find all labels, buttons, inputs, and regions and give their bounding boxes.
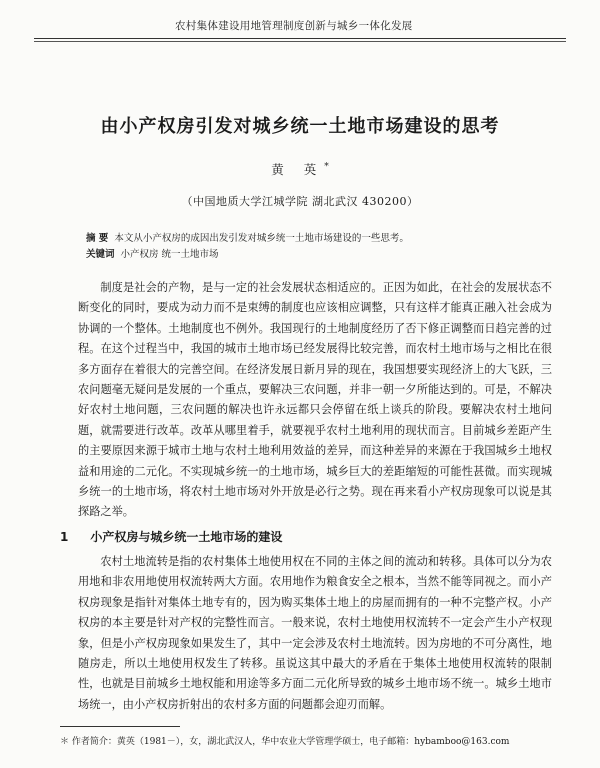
author-name: 黄 英	[271, 162, 325, 177]
section1-paragraph: 农村土地流转是指的农村集体土地使用权在不同的主体之间的流动和转移。具体可以分为农用地和非农用地使用权流转两大方面。农用地作为粮食安全之根本，当然不能等同视之。而小产权房现象是指针对集体土地专有的，因为购买集体土地上的房屋而拥有的一种不完整产权。小产权房的本主要是针对产权的完整性而言。一般来说，农村土地使用权流转不一定会产生小产权现象，但是小产权房现象如果发生了，其中一定会涉及农村土地流转。因为房地的不可分离性，地随房走，所以土地使用权发生了转移。虽说这其中最大的矛盾在于集体土地使用权流转的限制性，也就是目前城乡土地权能和用途等多方面二元化所导致的城乡土地市场不统一。城乡土地市场统一，由小产权房折射出的农村多方面的问题都会迎刃而解。	[78, 555, 552, 711]
abstract-text: 本文从小产权房的成因出发引发对城乡统一土地市场建设的一些思考。	[114, 233, 409, 244]
intro-paragraph: 制度是社会的产物，是与一定的社会发展状态相适应的。正因为如此，在社会的发展状态不断变化的同时，要成为动力而不是束缚的制度也应该相应调整，只有这样才能真正融入社会成为协调的一个整体。土地制度也不例外。我国现行的土地制度经历了否下修正调整而日趋完善的过程。在这个过程当中，我国的城市土地市场已经发展得比较完善，而农村土地市场与之相比在很多方面存在着很大的完善空间。在经济发展日新月异的现在，我国想要实现经济上的大飞跃，三农问题毫无疑问是发展的一个重点，要解决三农问题，并非一朝一夕所能达到的。可是，不解决好农村土地问题，三农问题的解决也许永远都只会停留在纸上谈兵的阶段。要解决农村土地问题，就需要进行改革。改革从哪里着手，就要视乎农村土地利用的现状而言。目前城乡差距产生的主要原因来源于城市土地与农村土地利用效益的差异，而这种差异的来源在于我国城乡土地权益和用途的二元化。不实现城乡统一的土地市场，城乡巨大的差距缩短的可能性甚微。而实现城乡统一的土地市场，将农村土地市场对外开放是必行之势。现在再来看小产权房现象可以说是其探路之举。	[78, 281, 552, 519]
section-title: 小产权房与城乡统一土地市场的建设	[90, 530, 283, 544]
keywords-text: 小产权房 统一土地市场	[120, 249, 219, 260]
section-number: 1	[60, 530, 69, 544]
affiliation: （中国地质大学江城学院 湖北武汉 430200）	[181, 195, 419, 208]
footnote: ＊ 作者简介：黄英（1981－），女，湖北武汉人，华中农业大学管理学硕士，电子邮箱：hybamboo@163.com	[60, 737, 510, 747]
running-head: 农村集体建设用地管理制度创新与城乡一体化发展	[175, 20, 413, 32]
abstract-label: 摘 要	[86, 233, 109, 244]
author	[0, 160, 600, 178]
paper-title: 由小产权房引发对城乡统一土地市场建设的思考	[100, 116, 500, 137]
header-rule	[34, 38, 566, 39]
abstract	[86, 232, 526, 246]
keywords	[86, 248, 526, 262]
section-heading-1	[60, 528, 282, 545]
keywords-label: 关键词	[86, 249, 115, 260]
header-rule-thin	[34, 41, 566, 42]
footnote-rule	[60, 726, 180, 727]
author-footnote-mark: *	[324, 161, 329, 172]
